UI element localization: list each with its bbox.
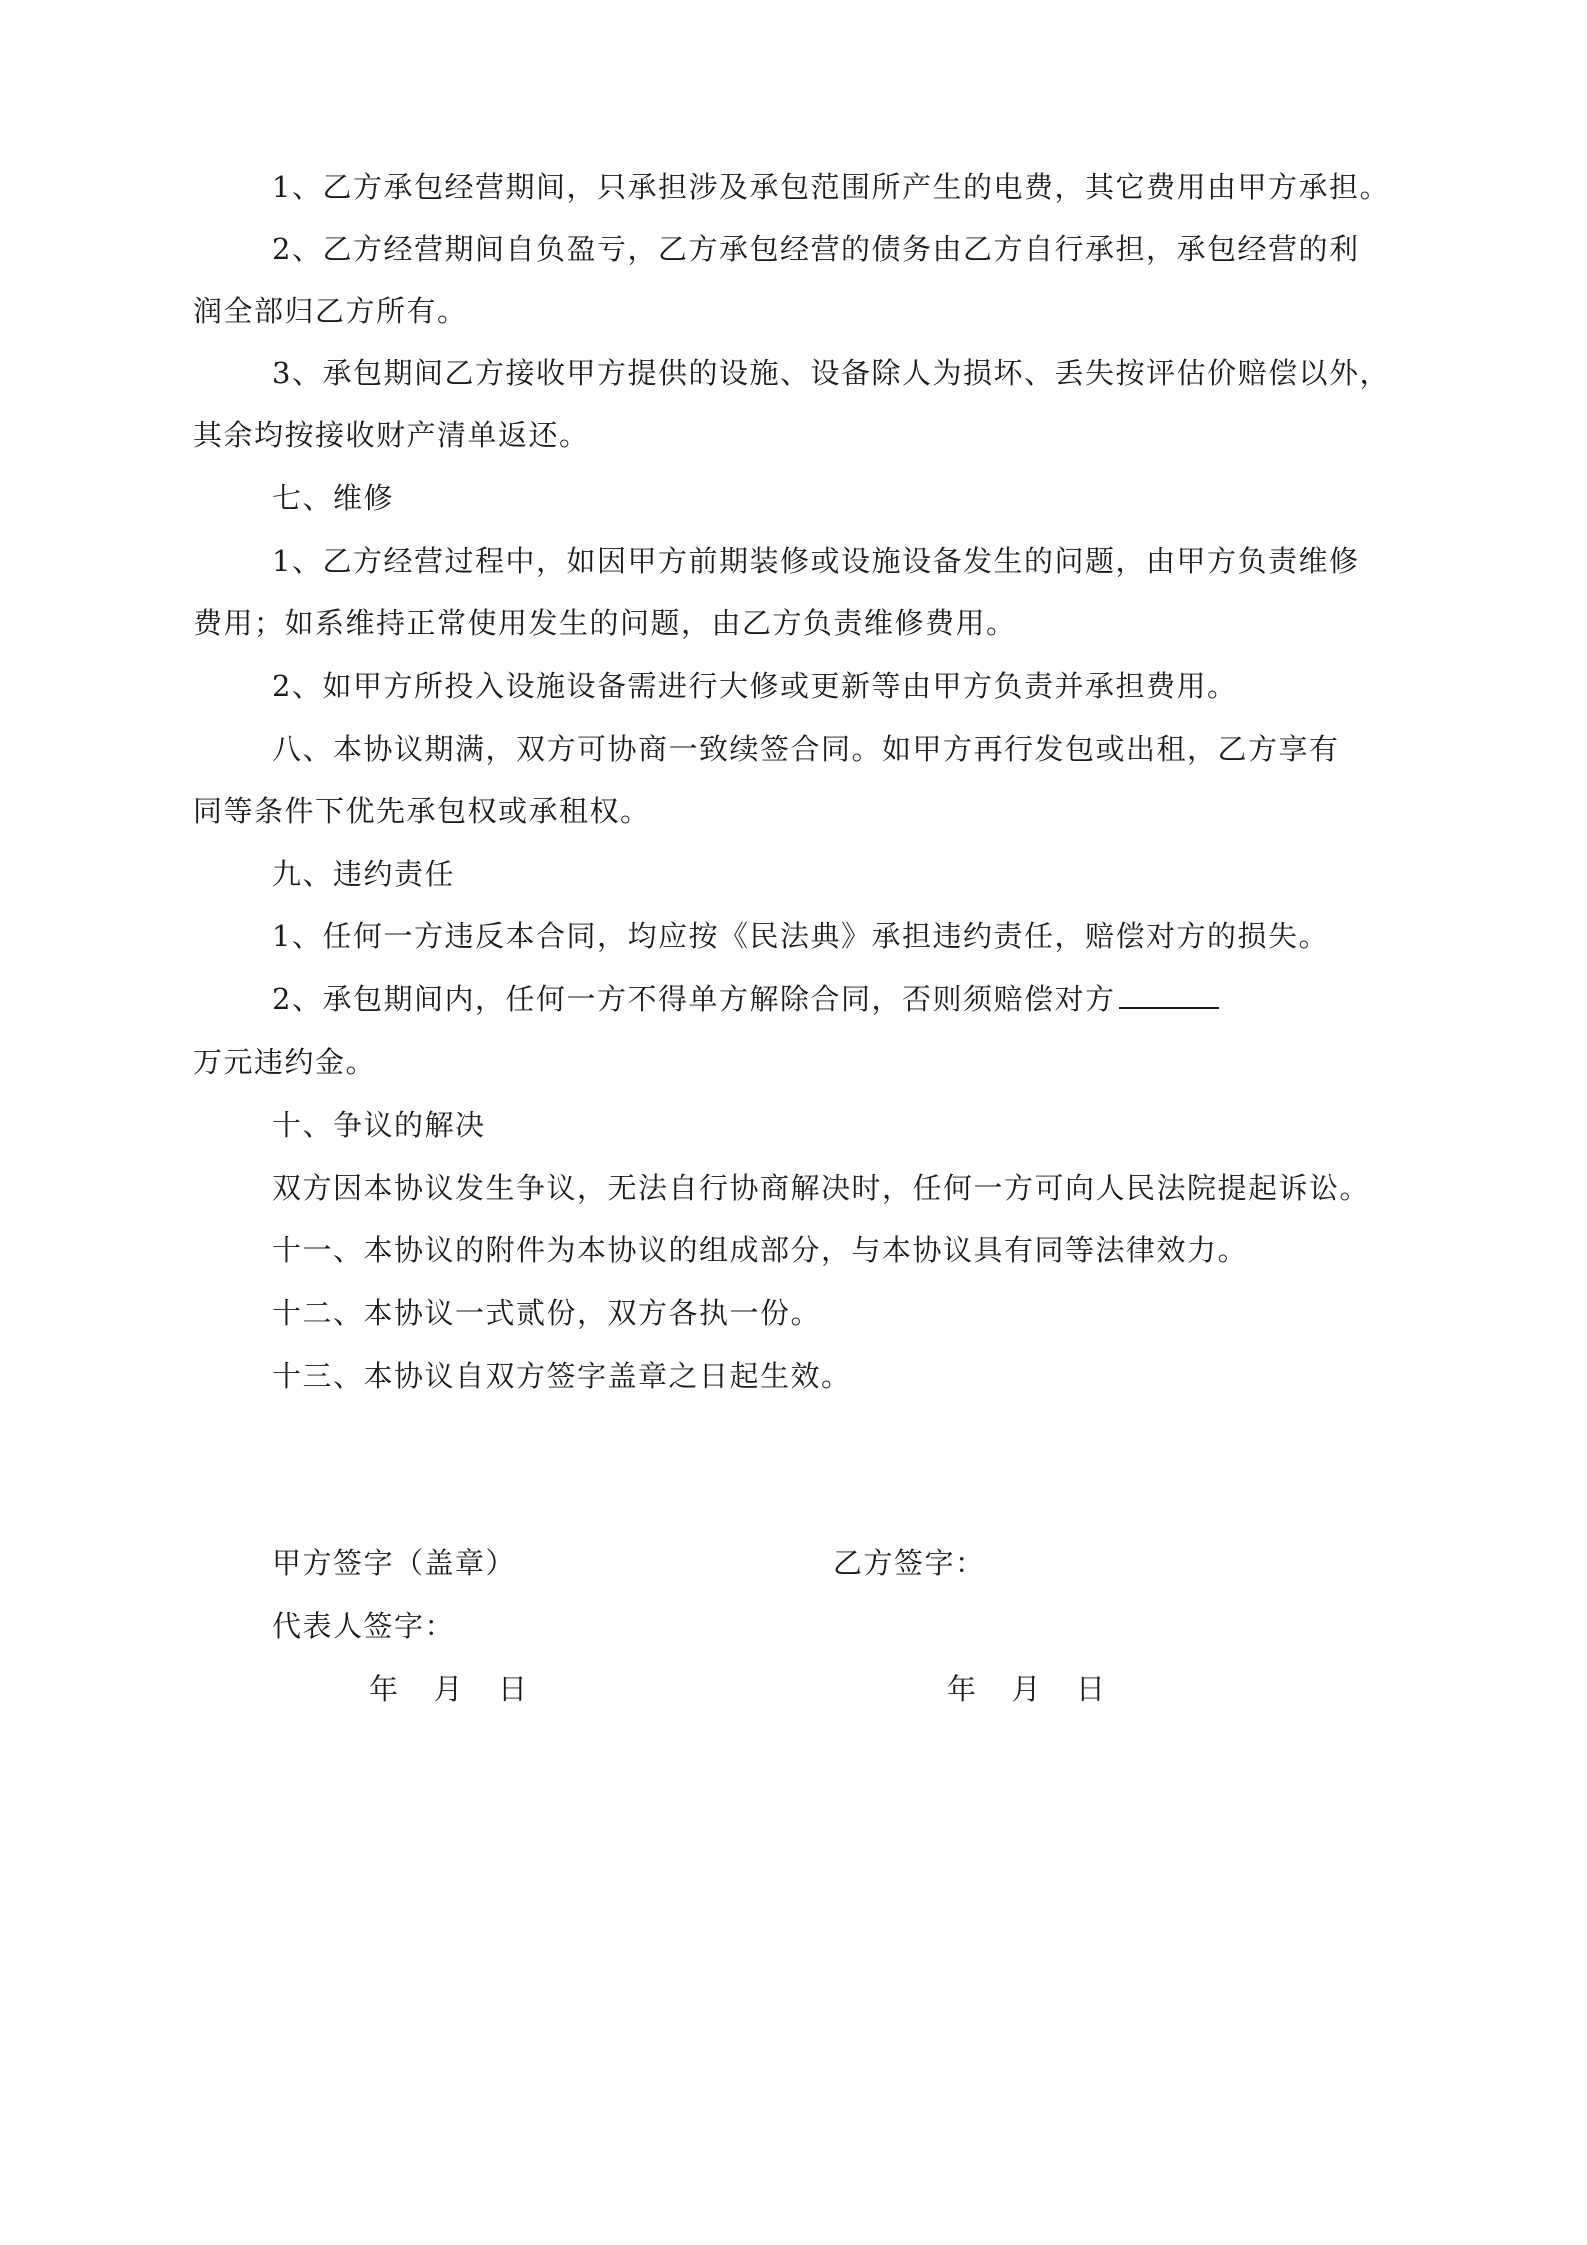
heading-7-maintenance: 七、维修 <box>272 481 395 515</box>
clause-6-2-line2: 润全部归乙方所有。 <box>193 294 468 328</box>
clause-8-line1: 八、本协议期满，双方可协商一致续签合同。如甲方再行发包或出租，乙方享有 <box>272 732 1340 766</box>
clause-7-1-line2: 费用；如系维持正常使用发生的问题，由乙方负责维修费用。 <box>193 606 1017 640</box>
clause-9-2-text: 2、承包期间内，任何一方不得单方解除合同，否则须赔偿对方 <box>272 982 1116 1016</box>
clause-6-3-line2: 其余均按接收财产清单返还。 <box>193 418 590 452</box>
party-a-date <box>369 1658 529 1720</box>
clause-9-2-line1 <box>272 968 1219 1030</box>
party-b-month: 月 <box>1011 1672 1043 1706</box>
clause-11: 十一、本协议的附件为本协议的组成部分，与本协议具有同等法律效力。 <box>272 1233 1249 1267</box>
heading-10-dispute: 十、争议的解决 <box>272 1108 486 1142</box>
clause-6-2-line1: 2、乙方经营期间自负盈亏，乙方承包经营的债务由乙方自行承担，承包经营的利 <box>272 232 1360 266</box>
clause-7-2: 2、如甲方所投入设施设备需进行大修或更新等由甲方负责并承担费用。 <box>272 669 1238 703</box>
heading-9-liability: 九、违约责任 <box>272 857 456 891</box>
party-b-signature-label: 乙方签字： <box>833 1546 986 1580</box>
representative-signature-label: 代表人签字： <box>272 1609 456 1643</box>
clause-6-3-line1: 3、承包期间乙方接收甲方提供的设施、设备除人为损坏、丢失按评估价赔偿以外， <box>272 356 1390 390</box>
clause-6-1: 1、乙方承包经营期间，只承担涉及承包范围所产生的电费，其它费用由甲方承担。 <box>272 170 1390 204</box>
clause-10: 双方因本协议发生争议，无法自行协商解决时，任何一方可向人民法院提起诉讼。 <box>272 1171 1371 1205</box>
party-b-year: 年 <box>947 1672 978 1706</box>
clause-8-line2: 同等条件下优先承包权或承租权。 <box>193 794 651 828</box>
party-a-day: 日 <box>498 1672 529 1706</box>
clause-7-1-line1: 1、乙方经营过程中，如因甲方前期装修或设施设备发生的问题，由甲方负责维修 <box>272 544 1360 578</box>
clause-9-2-line2: 万元违约金。 <box>193 1045 377 1079</box>
clause-13: 十三、本协议自双方签字盖章之日起生效。 <box>272 1359 852 1393</box>
clause-9-1: 1、任何一方违反本合同，均应按《民法典》承担违约责任，赔偿对方的损失。 <box>272 919 1329 953</box>
penalty-amount-blank <box>1119 973 1219 1009</box>
party-b-date <box>947 1658 1107 1720</box>
party-a-month: 月 <box>433 1672 465 1706</box>
party-b-day: 日 <box>1076 1672 1107 1706</box>
party-a-signature-label: 甲方签字（盖章） <box>272 1546 517 1580</box>
party-a-year: 年 <box>369 1672 400 1706</box>
clause-12: 十二、本协议一式贰份，双方各执一份。 <box>272 1296 822 1330</box>
